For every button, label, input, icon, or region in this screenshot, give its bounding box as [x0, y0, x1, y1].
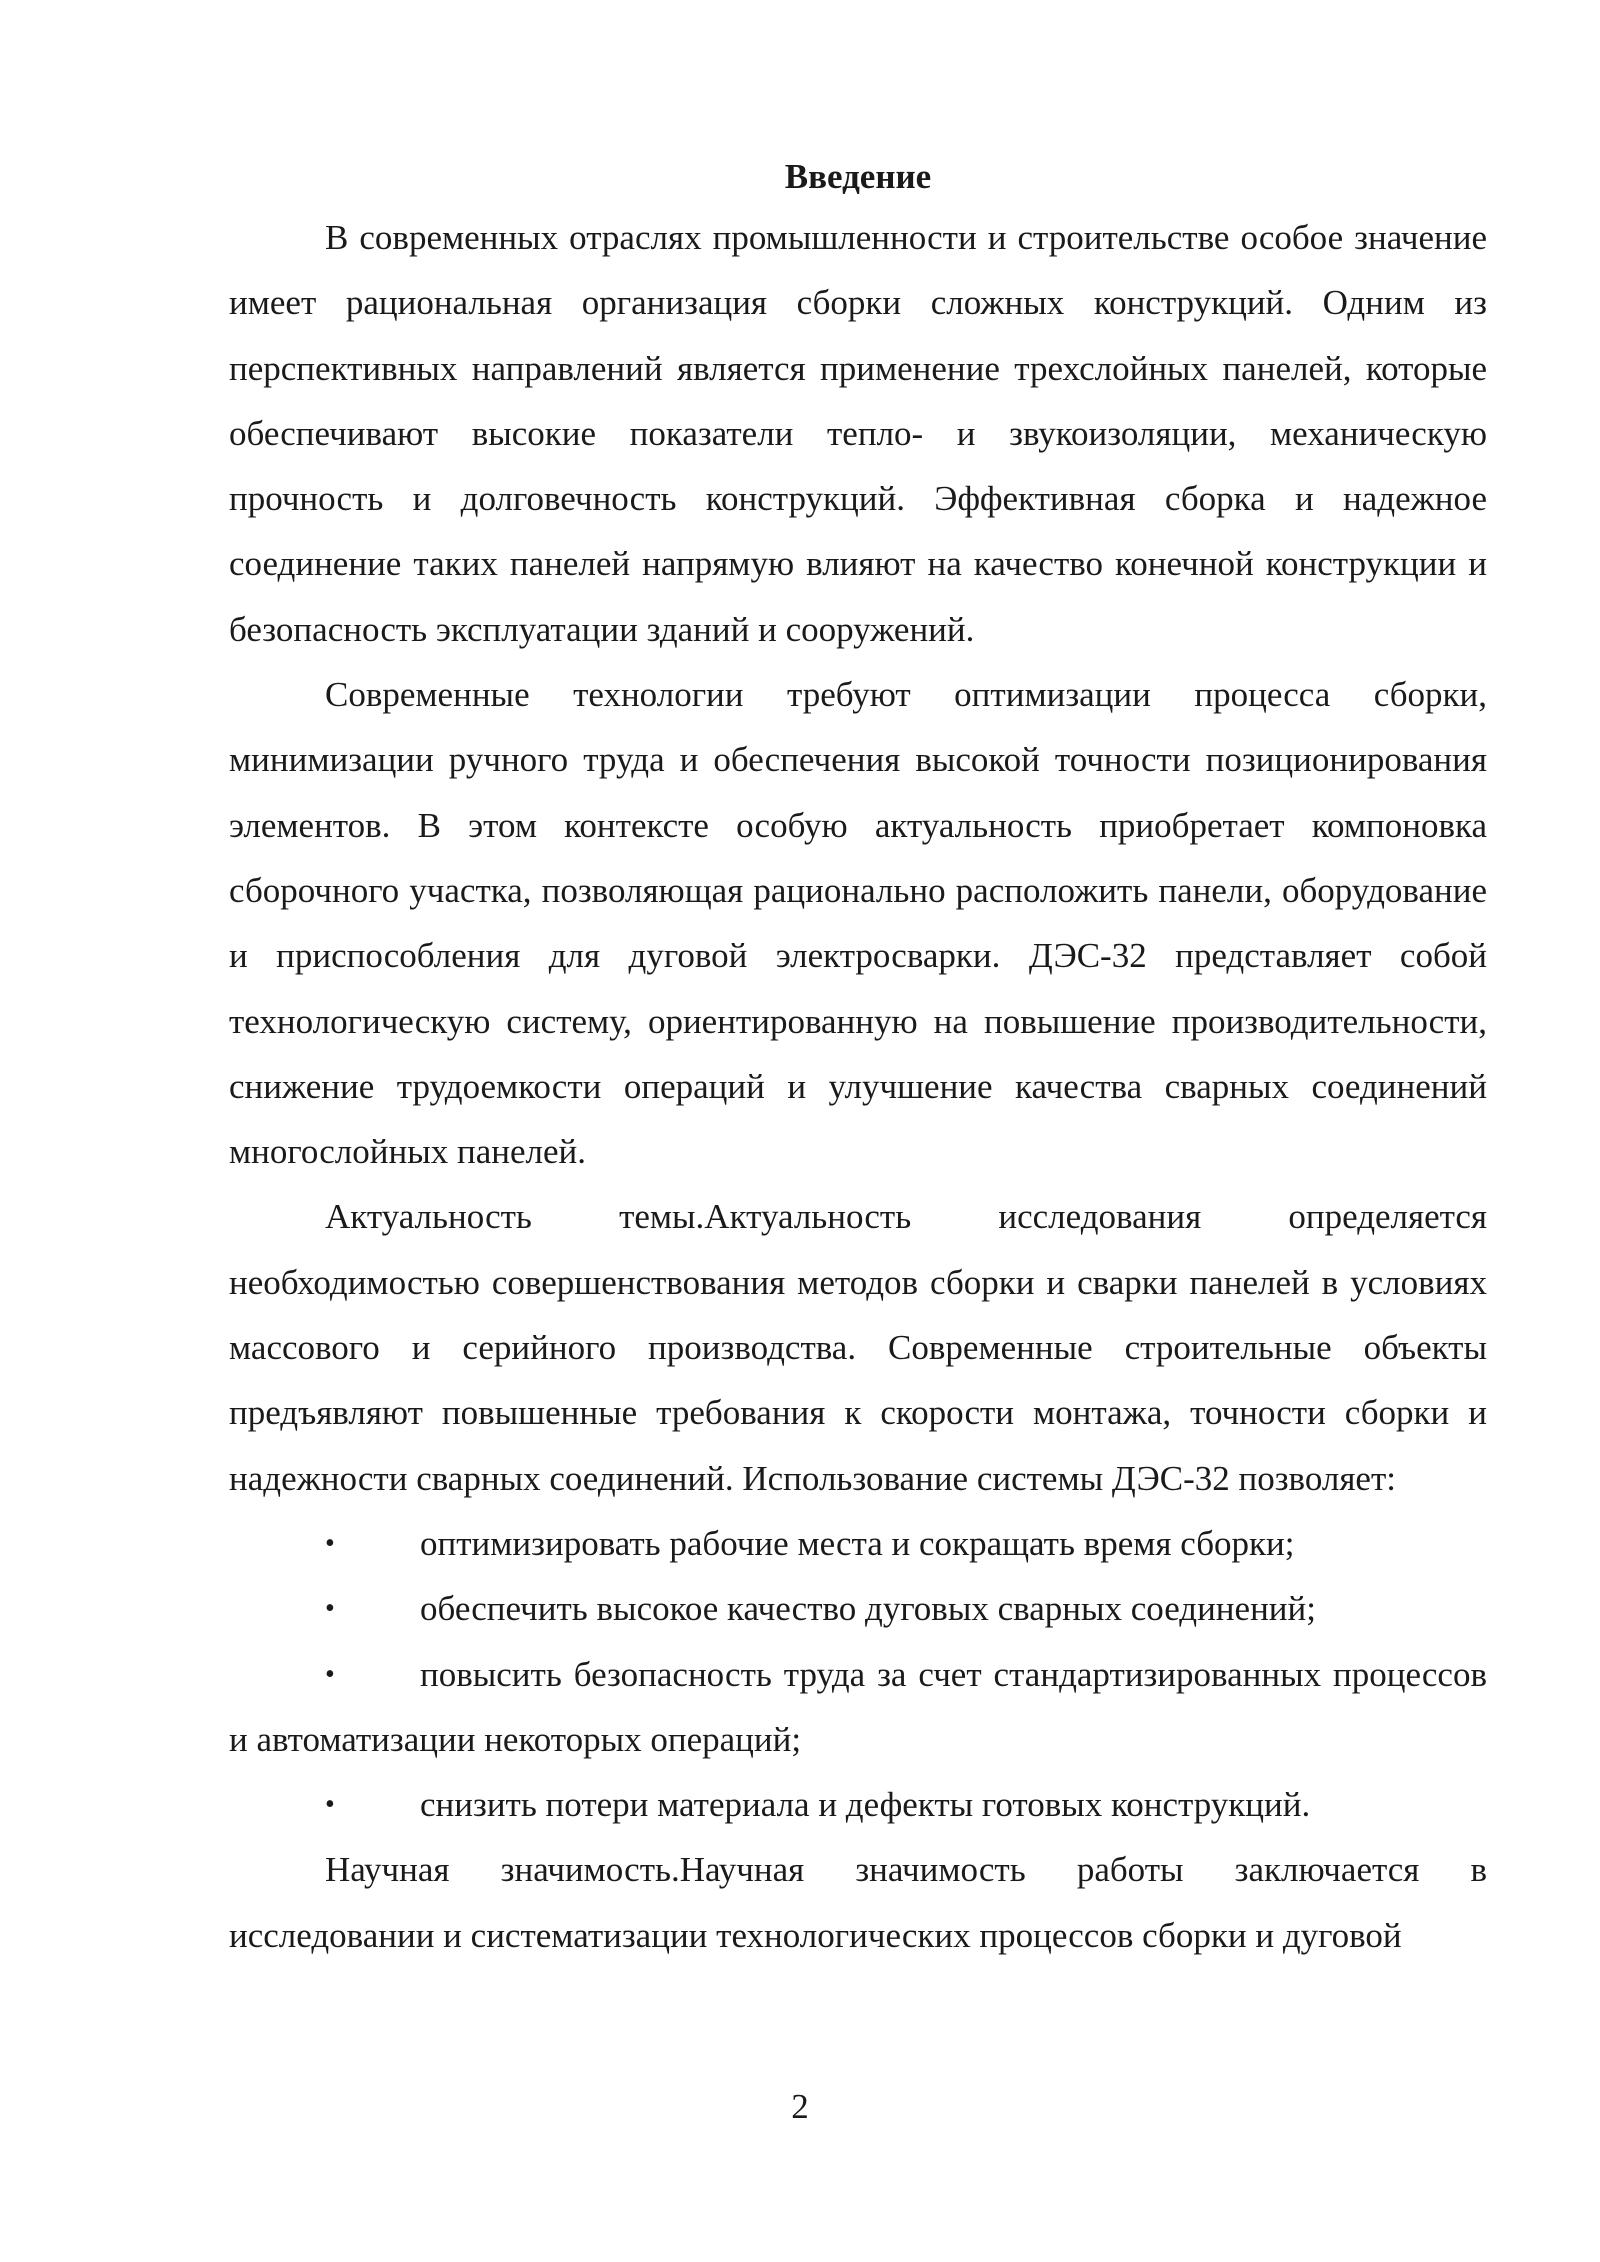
- bullet-icon: •: [325, 1789, 335, 1821]
- section-heading: Введение: [784, 157, 932, 196]
- list-item-text: обеспечить высокое качество дуговых сварных соединений;: [420, 1589, 1316, 1629]
- paragraph-relevance: Актуальность темы.Актуальность исследования определяется необходимостью совершенствования методов сборки и сварки панелей в условиях массового и серийного производства. Современные строительные объекты предъявляют повышенные требования к скорости монтажа, точности сборки и надежности сварных соединений. Использование системы ДЭС-32 позволяет:: [229, 1197, 1487, 1498]
- paragraph-intro: В современных отраслях промышленности и строительстве особое значение имеет рациональная организация сборки сложных конструкций. Одним из перспективных направлений является применение трехслойных панелей, которые обеспечивают высокие показатели тепло- и звукоизоляции, механическую прочность и долговечность конструкций. Эффективная сборка и надежное соединение таких панелей напрямую влияют на качество конечной конструкции и безопасность эксплуатации зданий и сооружений.: [229, 218, 1487, 649]
- page-content: [229, 148, 1487, 1968]
- page-number: 2: [791, 2087, 809, 2126]
- list-item: [229, 1511, 1487, 1576]
- list-item-text: оптимизировать рабочие места и сокращать время сборки;: [420, 1523, 1295, 1563]
- paragraph-technologies: Современные технологии требуют оптимизации процесса сборки, минимизации ручного труда и обеспечения высокой точности позиционирования элементов. В этом контексте особую актуальность приобретает компоновка сборочного участка, позволяющая рационально расположить панели, оборудование и приспособления для дуговой электросварки. ДЭС-32 представляет собой технологическую систему, ориентированную на повышение производительности, снижение трудоемкости операций и улучшение качества сварных соединений многослойных панелей.: [229, 675, 1487, 1172]
- bullet-icon: •: [325, 1593, 335, 1625]
- list-item-text: снизить потери материала и дефекты готовых конструкций.: [420, 1785, 1311, 1825]
- list-item-text: повысить безопасность труда за счет стандартизированных процессов и автоматизации некоторых операций;: [229, 1654, 1487, 1759]
- bullet-icon: •: [325, 1527, 335, 1559]
- list-item: [229, 1772, 1487, 1837]
- paragraph-scientific-significance: Научная значимость.Научная значимость работы заключается в исследовании и систематизации технологических процессов сборки и дуговой: [229, 1850, 1487, 1955]
- benefits-list: [229, 1511, 1487, 1837]
- bullet-icon: •: [325, 1658, 335, 1690]
- list-item: [229, 1642, 1487, 1773]
- list-item: [229, 1576, 1487, 1641]
